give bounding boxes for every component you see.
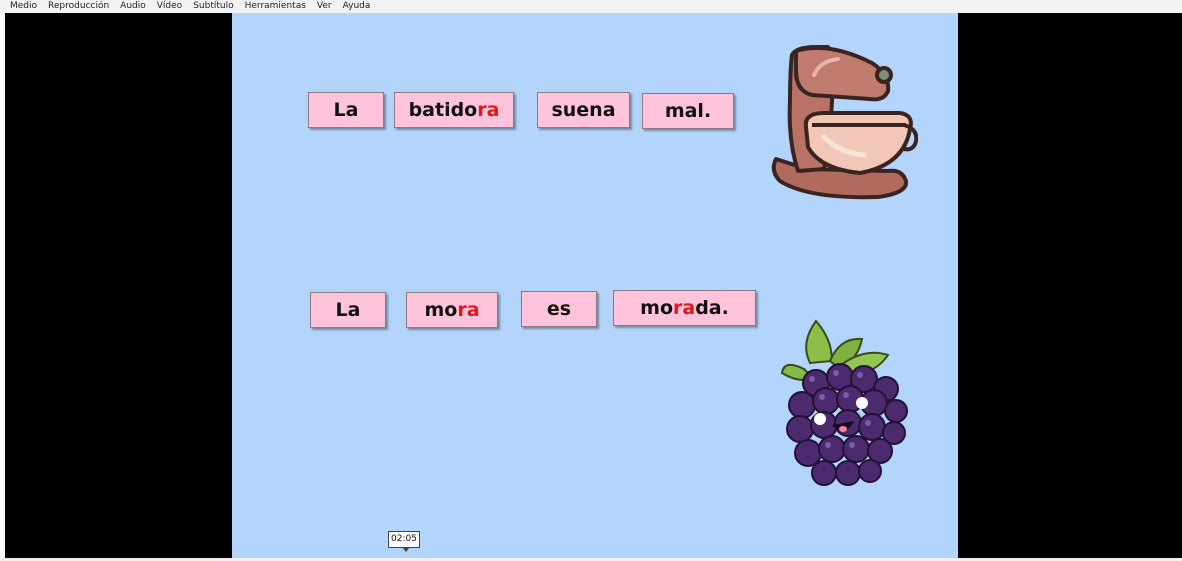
word-card	[521, 291, 597, 327]
menu-ayuda[interactable]: Ayuda	[342, 1, 371, 11]
word-text: da.	[695, 297, 729, 319]
menu-video[interactable]: Vídeo	[156, 1, 183, 11]
menu-audio[interactable]: Audio	[120, 1, 146, 11]
word-card	[406, 292, 498, 328]
slide	[232, 13, 958, 558]
word-text: La	[335, 299, 361, 321]
video-area[interactable]	[5, 13, 1182, 558]
word-text: mo	[424, 299, 458, 321]
word-card	[642, 93, 734, 129]
word-syllable-highlight: ra	[673, 297, 696, 319]
word-text: mo	[640, 297, 673, 319]
word-card	[310, 292, 386, 328]
word-card	[613, 290, 756, 326]
word-syllable-highlight: ra	[457, 299, 480, 321]
word-text: es	[546, 298, 572, 320]
menu-reproduccion[interactable]: Reproducción	[48, 1, 110, 11]
word-text: mal.	[664, 100, 712, 122]
word-syllable-highlight: ra	[477, 99, 500, 121]
word-card	[394, 92, 514, 128]
menu-herramientas[interactable]: Herramientas	[244, 1, 306, 11]
word-card	[537, 92, 630, 128]
stand-mixer-icon	[768, 41, 918, 203]
menu-medio[interactable]: Medio	[10, 1, 38, 11]
word-text: batido	[408, 99, 478, 121]
menu-subtitulo[interactable]: Subtítulo	[193, 1, 234, 11]
word-text: suena	[551, 99, 616, 121]
menu-ver[interactable]: Ver	[316, 1, 332, 11]
menu-bar	[0, 0, 1182, 13]
word-text: La	[333, 99, 359, 121]
blackberry-icon	[780, 313, 912, 493]
seek-time-tooltip: 02:05	[388, 531, 420, 548]
word-card	[308, 92, 384, 128]
